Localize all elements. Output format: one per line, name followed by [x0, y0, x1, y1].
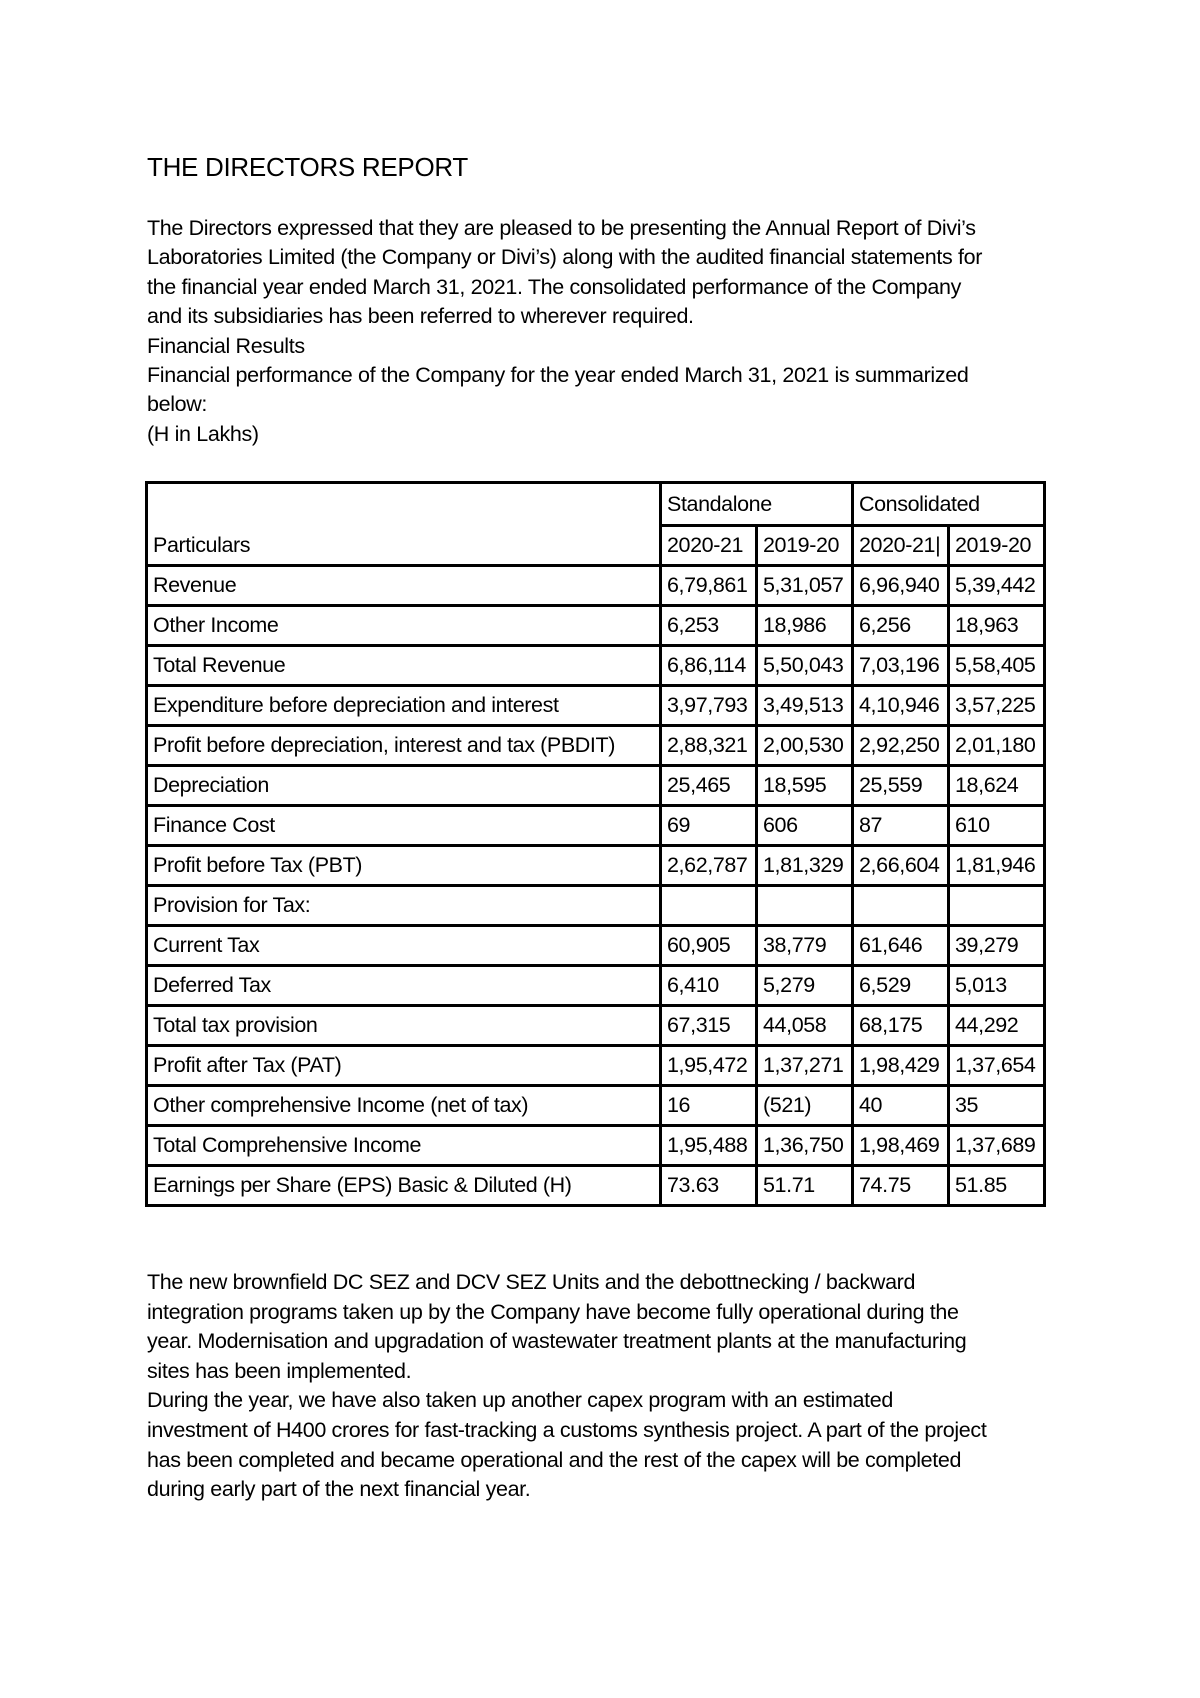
row-value: 6,529: [853, 966, 949, 1006]
row-value: 38,779: [757, 926, 853, 966]
row-value: 6,86,114: [661, 646, 757, 686]
row-label: Expenditure before depreciation and interest: [147, 686, 661, 726]
year-header: 2020-21: [661, 526, 757, 566]
row-value: 1,98,429: [853, 1046, 949, 1086]
report-title: THE DIRECTORS REPORT: [147, 152, 468, 182]
outro-line: The new brownfield DC SEZ and DCV SEZ Units and the debottnecking / backward: [147, 1270, 916, 1294]
row-value: 1,95,488: [661, 1126, 757, 1166]
units-note: (H in Lakhs): [147, 421, 259, 446]
row-value: 18,595: [757, 766, 853, 806]
row-value: 35: [949, 1086, 1045, 1126]
row-label: Total Revenue: [147, 646, 661, 686]
outro-section: [147, 1268, 1077, 1505]
outro-line: During the year, we have also taken up another capex program with an estimated: [147, 1388, 893, 1413]
row-value: 2,66,604: [853, 846, 949, 886]
outro-line: sites has been implemented.: [147, 1358, 412, 1383]
row-value: 3,97,793: [661, 686, 757, 726]
year-header: 2019-20: [757, 526, 853, 566]
intro-line: The Directors expressed that they are pleased to be presenting the Annual Report of Divi’s: [147, 216, 976, 240]
row-value: 25,465: [661, 766, 757, 806]
row-label: Revenue: [147, 566, 661, 606]
intro-section: [147, 214, 1077, 449]
row-value: 1,98,469: [853, 1126, 949, 1166]
row-label: Provision for Tax:: [147, 886, 661, 926]
row-value: 44,292: [949, 1006, 1045, 1046]
row-value: 74.75: [853, 1166, 949, 1206]
row-value: 69: [661, 806, 757, 846]
row-value: 44,058: [757, 1006, 853, 1046]
row-label: Other Income: [147, 606, 661, 646]
row-value: 1,95,472: [661, 1046, 757, 1086]
row-value: (521): [757, 1086, 853, 1126]
table-row: [147, 686, 1045, 726]
row-value: [757, 886, 853, 926]
row-value: 5,013: [949, 966, 1045, 1006]
row-value: 1,37,271: [757, 1046, 853, 1086]
row-value: 610: [949, 806, 1045, 846]
row-value: 5,279: [757, 966, 853, 1006]
outro-line: year. Modernisation and upgradation of wastewater treatment plants at the manufacturing: [147, 1329, 967, 1354]
row-value: 73.63: [661, 1166, 757, 1206]
row-value: 18,986: [757, 606, 853, 646]
row-value: 6,256: [853, 606, 949, 646]
row-value: 2,88,321: [661, 726, 757, 766]
row-value: 2,01,180: [949, 726, 1045, 766]
table-row: [147, 926, 1045, 966]
outro-line: during early part of the next financial year.: [147, 1477, 531, 1502]
row-value: 61,646: [853, 926, 949, 966]
row-value: 5,31,057: [757, 566, 853, 606]
row-value: 1,36,750: [757, 1126, 853, 1166]
row-value: 5,39,442: [949, 566, 1045, 606]
intro-line: below:: [147, 392, 208, 417]
table-header-row: [147, 483, 1045, 526]
table-row: [147, 966, 1045, 1006]
standalone-header: Standalone: [661, 483, 853, 526]
row-value: 3,49,513: [757, 686, 853, 726]
row-value: 67,315: [661, 1006, 757, 1046]
particulars-header: Particulars: [147, 483, 661, 566]
row-label: Total Comprehensive Income: [147, 1126, 661, 1166]
row-value: [949, 886, 1045, 926]
table-row: [147, 846, 1045, 886]
table-row: [147, 1006, 1045, 1046]
row-label: Finance Cost: [147, 806, 661, 846]
intro-line: and its subsidiaries has been referred to wherever required.: [147, 304, 694, 329]
table-row: [147, 1166, 1045, 1206]
row-value: 5,50,043: [757, 646, 853, 686]
table-row: [147, 806, 1045, 846]
row-value: 25,559: [853, 766, 949, 806]
row-value: 51.85: [949, 1166, 1045, 1206]
row-value: 1,81,329: [757, 846, 853, 886]
row-label: Deferred Tax: [147, 966, 661, 1006]
row-value: 68,175: [853, 1006, 949, 1046]
row-value: 3,57,225: [949, 686, 1045, 726]
table-row: [147, 606, 1045, 646]
row-label: Profit after Tax (PAT): [147, 1046, 661, 1086]
row-label: Profit before Tax (PBT): [147, 846, 661, 886]
row-value: 6,253: [661, 606, 757, 646]
table-row: [147, 726, 1045, 766]
table-row: [147, 1046, 1045, 1086]
row-value: 2,92,250: [853, 726, 949, 766]
table-row: [147, 566, 1045, 606]
row-label: Depreciation: [147, 766, 661, 806]
intro-line: the financial year ended March 31, 2021. The consolidated performance of the Company: [147, 274, 962, 299]
row-value: 18,963: [949, 606, 1045, 646]
row-value: 7,03,196: [853, 646, 949, 686]
intro-line: Financial performance of the Company for the year ended March 31, 2021 is summarized: [147, 363, 969, 388]
section-heading-financial-results: Financial Results: [147, 333, 305, 358]
row-value: 60,905: [661, 926, 757, 966]
row-value: 87: [853, 806, 949, 846]
row-value: 40: [853, 1086, 949, 1126]
row-value: 51.71: [757, 1166, 853, 1206]
outro-line: investment of H400 crores for fast-tracking a customs synthesis project. A part of the project: [147, 1417, 987, 1442]
row-value: [853, 886, 949, 926]
row-value: [661, 886, 757, 926]
table-row: [147, 886, 1045, 926]
row-label: Total tax provision: [147, 1006, 661, 1046]
row-value: 6,79,861: [661, 566, 757, 606]
row-value: 606: [757, 806, 853, 846]
row-value: 6,96,940: [853, 566, 949, 606]
row-value: 1,37,654: [949, 1046, 1045, 1086]
row-value: 1,81,946: [949, 846, 1045, 886]
row-value: 6,410: [661, 966, 757, 1006]
table-row: [147, 1086, 1045, 1126]
year-header: 2020-21|: [853, 526, 949, 566]
row-value: 5,58,405: [949, 646, 1045, 686]
table-row: [147, 1126, 1045, 1166]
year-header: 2019-20: [949, 526, 1045, 566]
outro-line: integration programs taken up by the Company have become fully operational during the: [147, 1299, 959, 1324]
table-row: [147, 646, 1045, 686]
row-value: 18,624: [949, 766, 1045, 806]
financial-results-table: [145, 481, 1046, 1207]
consolidated-header: Consolidated: [853, 483, 1045, 526]
row-label: Current Tax: [147, 926, 661, 966]
row-value: 2,00,530: [757, 726, 853, 766]
row-label: Other comprehensive Income (net of tax): [147, 1086, 661, 1126]
table-row: [147, 766, 1045, 806]
row-value: 39,279: [949, 926, 1045, 966]
row-value: 1,37,689: [949, 1126, 1045, 1166]
outro-line: has been completed and became operational and the rest of the capex will be completed: [147, 1447, 962, 1472]
row-value: 4,10,946: [853, 686, 949, 726]
row-value: 2,62,787: [661, 846, 757, 886]
row-value: 16: [661, 1086, 757, 1126]
row-label: Profit before depreciation, interest and tax (PBDIT): [147, 726, 661, 766]
row-label: Earnings per Share (EPS) Basic & Diluted (H): [147, 1166, 661, 1206]
intro-line: Laboratories Limited (the Company or Divi’s) along with the audited financial statements for: [147, 245, 983, 270]
